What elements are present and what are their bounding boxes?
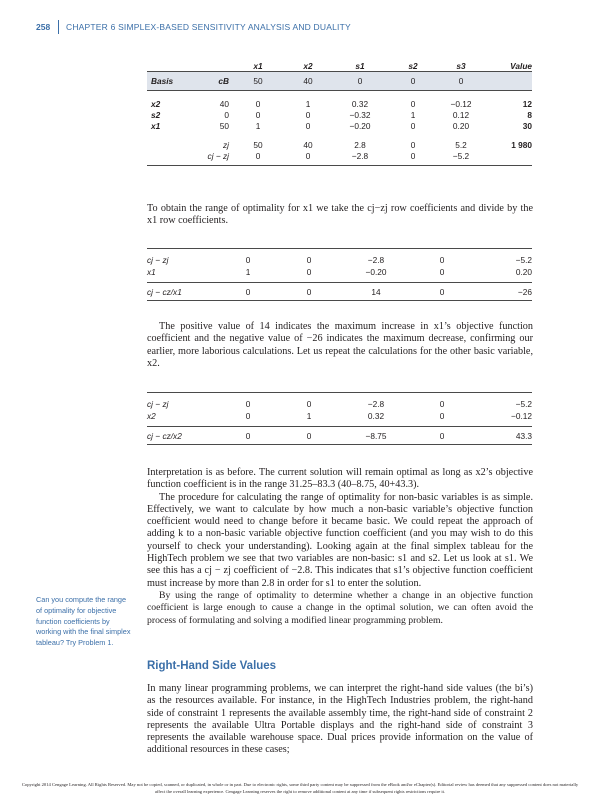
value-header: Value xyxy=(510,60,532,71)
zj-cell: 5.2 xyxy=(455,139,467,150)
cz-cell: 0 xyxy=(255,150,261,161)
cell: 1 xyxy=(306,411,312,421)
tableau-cj-row xyxy=(147,72,532,91)
table-row xyxy=(147,249,532,267)
var-header: x2 xyxy=(303,60,313,71)
header-divider xyxy=(58,20,59,34)
cell: 0 xyxy=(306,267,312,277)
cell: 0 xyxy=(245,411,251,421)
cell: 0 xyxy=(277,393,341,411)
table-row xyxy=(147,410,532,427)
coef-cell: −0.32 xyxy=(349,109,371,120)
cell: −2.8 xyxy=(341,393,411,411)
var-header: s3 xyxy=(456,60,466,71)
coef-cell: −0.20 xyxy=(349,120,371,131)
coef-cell: 0.12 xyxy=(452,109,470,120)
cell: 0.20 xyxy=(515,267,532,277)
cj-cell: 50 xyxy=(229,72,287,91)
row-label: x2 xyxy=(147,411,156,421)
row-label: cj − zj xyxy=(147,393,219,411)
cj-zj-row xyxy=(147,150,532,161)
paragraph-rhs-values xyxy=(147,683,533,757)
cb-cell: 40 xyxy=(219,98,229,109)
table-row xyxy=(147,393,532,411)
var-header: x1 xyxy=(253,60,263,71)
value-cell: 30 xyxy=(522,120,532,131)
coef-cell: 0.32 xyxy=(351,98,369,109)
table-row xyxy=(147,120,532,131)
cell: 0 xyxy=(411,283,473,301)
value-cell: 8 xyxy=(527,109,532,120)
coef-cell: 0 xyxy=(305,109,311,120)
coef-cell: 1 xyxy=(305,98,311,109)
coef-cell: 0 xyxy=(305,120,311,131)
table-row xyxy=(147,283,532,301)
basis-cell: x1 xyxy=(151,120,161,131)
cb-cell: 50 xyxy=(219,120,229,131)
coef-cell: −0.12 xyxy=(450,98,472,109)
coef-cell: 0 xyxy=(410,120,416,131)
cj-cell: 0 xyxy=(391,72,435,91)
var-header: s1 xyxy=(355,60,365,71)
paragraph-text: To obtain the range of optimality for x1 we take the cj−zj row coefficients and divide by the x1 row coefficients. xyxy=(147,203,533,227)
paragraph-text: The positive value of 14 indicates the maximum increase in x1’s objective function coefficient and the negative value of −26 indicates the maximum decrease, confirming our earlier, more laborious calculations. Let us repeat the calculations for the other basic variable, x2. xyxy=(147,321,533,369)
cell: 0 xyxy=(219,283,277,301)
basis-cell: s2 xyxy=(151,109,161,120)
cell: −8.75 xyxy=(341,427,411,445)
table-row xyxy=(147,98,532,109)
row-label: cj − zj xyxy=(147,249,219,267)
coef-cell: 1 xyxy=(410,109,416,120)
cell: 0 xyxy=(411,427,473,445)
cell: 1 xyxy=(245,267,251,277)
cj-cell: 0 xyxy=(435,72,487,91)
cz-cell: −5.2 xyxy=(452,150,470,161)
cz-cell: −2.8 xyxy=(351,150,369,161)
table-row xyxy=(147,109,532,120)
zj-cell: 40 xyxy=(303,139,313,150)
zj-label: zj xyxy=(223,139,229,150)
cell: 0 xyxy=(219,249,277,267)
cz-cell: 0 xyxy=(410,150,416,161)
coef-cell: 0 xyxy=(410,98,416,109)
chapter-title: CHAPTER 6 SIMPLEX-BASED SENSITIVITY ANALYSIS AND DUALITY xyxy=(66,22,351,32)
margin-note: Can you compute the range of optimality for objective function coefficients by working with the final simplex tableau? Try Problem 1. xyxy=(36,595,131,648)
basis-cell: x2 xyxy=(151,98,161,109)
cell: −2.8 xyxy=(341,249,411,267)
cell: 0 xyxy=(411,393,473,411)
basis-label: Basis xyxy=(147,72,199,91)
cell: −0.20 xyxy=(365,267,387,277)
paragraph-text: The procedure for calculating the range of optimality for non-basic variables is as simple. Effectively, we want to calculate by how much a non-basic variable’s objective function coefficient would need to change before it became basic. We could repeat the approach of adding k to a non-basic variable objective function coefficient (and you may wish to do this yourself to check your understanding). Looking again at the final simplex tableau for the HighTech problem we see that two variables are non-basic: s1 and s2. Let us look at s1. We see this has a cj − zj coefficient of −2.8. This indicates that s1’s objective function coefficient must increase by more than 2.8 in order for s1 to enter the solution. xyxy=(147,491,533,589)
cell: 0 xyxy=(411,249,473,267)
row-label: x1 xyxy=(147,267,156,277)
value-cell: 12 xyxy=(522,98,532,109)
cb-cell: 0 xyxy=(224,109,229,120)
page-number: 258 xyxy=(36,22,51,32)
coef-cell: 1 xyxy=(255,120,261,131)
coef-cell: 0.20 xyxy=(452,120,470,131)
cj-cell: 0 xyxy=(329,72,391,91)
zj-row xyxy=(147,139,532,150)
section-title: Right-Hand Side Values xyxy=(147,660,277,672)
zj-cell: 0 xyxy=(410,139,416,150)
copyright-footer: Copyright 2014 Cengage Learning. All Rights Reserved. May not be copied, scanned, or duplicated, in whole or in part. Due to electronic rights, some third party content may be suppressed from the eBook and/or eChapter(s). Editorial review has deemed that any suppressed content does not materially affect the overall learning experience. Cengage Learning reserves the right to remove additional content at any time if subsequent rights restrictions require it. xyxy=(21,782,579,794)
cell: 0 xyxy=(219,393,277,411)
cell: 43.3 xyxy=(473,427,532,445)
zj-cell: 2.8 xyxy=(354,139,366,150)
cell: −5.2 xyxy=(473,393,532,411)
cell: 0 xyxy=(219,427,277,445)
var-header: s2 xyxy=(408,60,418,71)
paragraph-range-x1 xyxy=(147,203,533,228)
ratio-table-x2 xyxy=(147,392,532,445)
ratio-table-x1 xyxy=(147,248,532,301)
zj-cell: 50 xyxy=(253,139,263,150)
cell: −0.12 xyxy=(511,411,532,421)
cell: 0.32 xyxy=(367,411,385,421)
paragraph-text: In many linear programming problems, we can interpret the right-hand side values (the bi’s) as the resources available. For instance, in the HighTech Industries problem, the right-hand side of constraint 1 represents the available assembly time, the right-hand side of constraint 2 represents the available Ultra Portable displays and the right-hand side of constraint 3 represents the available warehouse space. Dual prices provide information on the value of additional resources in these cases; xyxy=(147,683,533,756)
coef-cell: 0 xyxy=(255,109,261,120)
table-row xyxy=(147,427,532,445)
cell: 0 xyxy=(439,411,445,421)
cell: 0 xyxy=(439,267,445,277)
cell: 14 xyxy=(341,283,411,301)
cell: 0 xyxy=(277,427,341,445)
zj-value: 1 980 xyxy=(511,139,532,150)
cell: 0 xyxy=(277,249,341,267)
cb-label: cB xyxy=(199,72,229,91)
row-label: cj − cz/x2 xyxy=(147,427,219,445)
cz-label: cj − zj xyxy=(207,150,229,161)
tableau-var-header-row xyxy=(147,60,532,72)
cz-cell: 0 xyxy=(305,150,311,161)
paragraph-interpretation-x1 xyxy=(147,321,533,370)
paragraph-nonbasic-procedure xyxy=(147,467,533,627)
paragraph-text: Interpretation is as before. The current solution will remain optimal as long as x2’s objective function coefficient is in the range 31.25–83.3 (40–8.75, 40+43.3). xyxy=(147,467,533,491)
cell: 0 xyxy=(277,283,341,301)
running-header xyxy=(36,22,580,36)
table-row xyxy=(147,266,532,283)
cell: −5.2 xyxy=(473,249,532,267)
simplex-tableau xyxy=(147,60,532,166)
cell: −26 xyxy=(473,283,532,301)
row-label: cj − cz/x1 xyxy=(147,283,219,301)
cj-cell: 40 xyxy=(287,72,329,91)
paragraph-text: By using the range of optimality to determine whether a change in an objective function coefficient is large enough to cause a change in the optimal solution, we can often avoid the process of formulating and solving a modified linear programming problem. xyxy=(147,589,533,626)
coef-cell: 0 xyxy=(255,98,261,109)
